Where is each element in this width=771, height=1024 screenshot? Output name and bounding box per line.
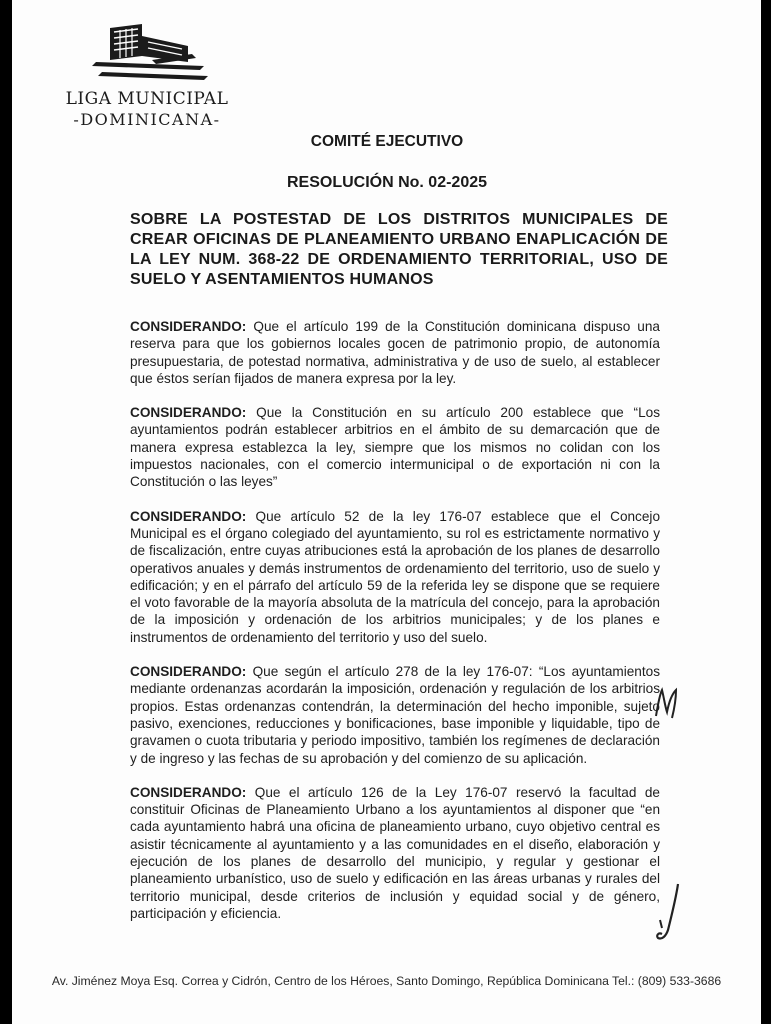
paragraph-text: Que artículo 52 de la ley 176-07 establece que el Concejo Municipal es el órgano colegiado del ayuntamiento, su rol es estrictamente normativo y de fiscalización, entre cuyas atribuciones está la aprobación de los planes de desarrollo operativos anuales y demás instrumentos de ordenamiento del territorio, uso de suelo y edificación; y en el párrafo del artículo 59 de la referida ley se dispone que se requiere el voto favorable de la mayoría absoluta de la matrícula del concejo, para la aprobación de la imposición y ordenación de los arbitrios municipales; y de los planes e instrumentos de ordenamiento del territorio y uso del suelo. — [130, 508, 660, 645]
paragraph-text: Que la Constitución en su artículo 200 establece que “Los ayuntamientos podrán establecer arbitrios en el ámbito de su demarcación que de manera expresa establezca la ley, siempre que los mismos no colidan con los impuestos nacionales, con el comercio intermunicipal o de exportación ni con la Constitución o las leyes” — [130, 405, 660, 490]
building-logo-icon — [92, 22, 212, 88]
initials-signature-mark — [652, 686, 682, 722]
paragraph-lead: CONSIDERANDO: — [130, 784, 247, 800]
considerando-paragraph — [130, 663, 660, 767]
organization-logo — [52, 22, 252, 140]
document-page — [12, 0, 761, 1024]
handwritten-signature-mark — [648, 880, 694, 946]
committee-heading: COMITÉ EJECUTIVO — [310, 133, 464, 150]
organization-name-line1: LIGA MUNICIPAL — [65, 89, 229, 109]
paragraph-text: Que el artículo 199 de la Constitución dominicana dispuso una reserva para que los gobiernos locales gocen de patrimonio propio, de autonomía presupuestaria, de potestad normativa, administrativa y de uso de suelo, al establecer que éstos serían fijados de manera expresa por la ley. — [130, 319, 660, 386]
considerando-paragraph — [130, 318, 660, 387]
paragraph-text: Que según el artículo 278 de la ley 176-07: “Los ayuntamientos mediante ordenanzas acordarán la imposición, ordenación y regulación de los arbitrios propios. Estas ordenanzas contendrán, la determinación del hecho imponible, sujeto pasivo, exenciones, reducciones y bonificaciones, base imponible y liquidable, tipo de gravamen o cuota tributaria y periodo impositivo, también los regímenes de declaración y de ingreso y las fechas de su aprobación y del comienzo de su aplicación. — [130, 664, 660, 766]
resolution-number: RESOLUCIÓN No. 02-2025 — [286, 174, 488, 191]
paragraph-lead: CONSIDERANDO: — [130, 319, 247, 334]
considerando-paragraph — [130, 784, 660, 922]
organization-name-line2: -DOMINICANA- — [73, 110, 221, 129]
paragraph-text: Que el artículo 126 de la Ley 176-07 reservó la facultad de constituir Oficinas de Planeamiento Urbano a los ayuntamientos al disponer que “en cada ayuntamiento habrá una oficina de planeamiento urbano, cuyo objetivo central es asistir técnicamente al ayuntamiento y a las comunidades en el diseño, elaboración y ejecución de los planes de desarrollo del municipio, y regular y gestionar el planeamiento urbanístico, uso de suelo y edificación en las áreas urbanas y rurales del territorio municipal, desde criterios de inclusión y equidad social y de género, participación y eficiencia. — [130, 784, 660, 921]
organization-name — [52, 88, 242, 130]
document-body — [130, 318, 660, 939]
resolution-subject: SOBRE LA POSTESTAD DE LOS DISTRITOS MUNICIPALES DE CREAR OFICINAS DE PLANEAMIENTO URBANO ENAPLICACIÓN DE LA LEY NUM. 368-22 DE ORDENAMIENTO TERRITORIAL, USO DE SUELO Y ASENTAMIENTOS HUMANOS — [130, 211, 668, 288]
considerando-paragraph — [130, 508, 660, 646]
considerando-paragraph — [130, 404, 660, 490]
paragraph-lead: CONSIDERANDO: — [130, 664, 247, 680]
paragraph-lead: CONSIDERANDO: — [130, 405, 247, 421]
paragraph-lead: CONSIDERANDO: — [130, 508, 247, 524]
footer-address: Av. Jiménez Moya Esq. Correa y Cidrón, Centro de los Héroes, Santo Domingo, República Dominicana Tel.: (809) 533-3686 — [51, 974, 722, 988]
